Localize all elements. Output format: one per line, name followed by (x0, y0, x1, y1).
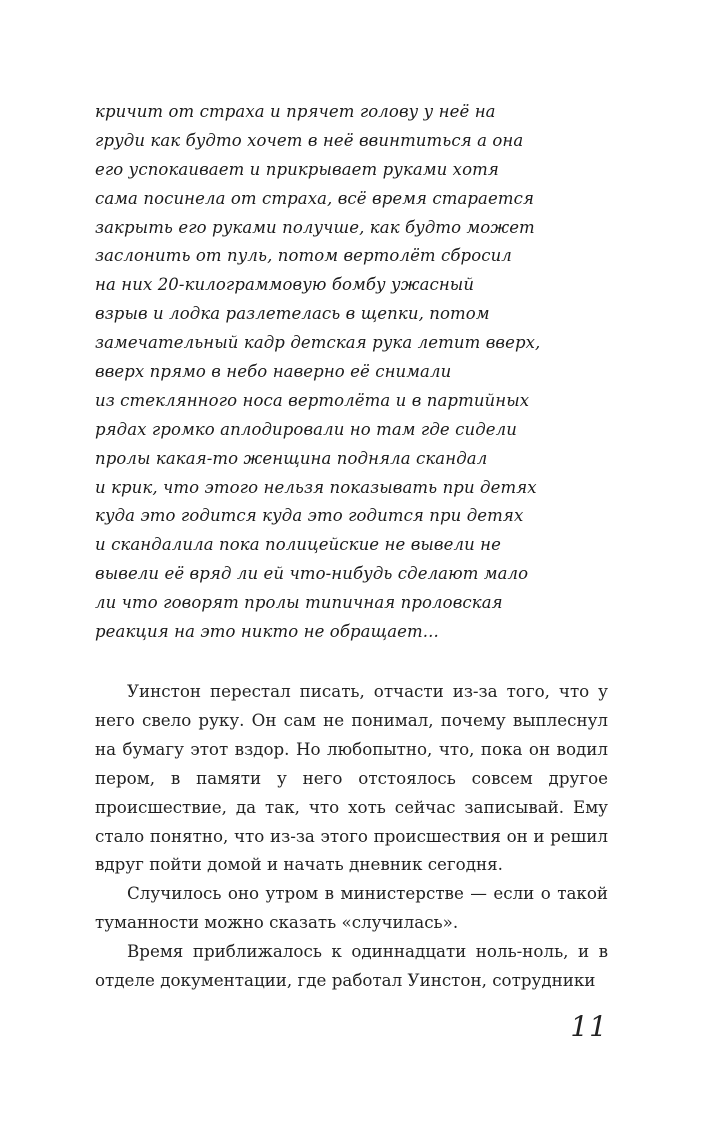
diary-line: реакция на это никто не обращает... (95, 622, 439, 642)
body-text (95, 677, 608, 995)
diary-line: сама посинела от страха, всё время старается (95, 188, 534, 208)
paragraph: Уинстон перестал писать, отчасти из-за того, что у него свело руку. Он сам не понимал, почему выплеснул на бумагу этот вздор. Но любопытно, что, пока он водил пером, в памяти у него отстоялось совсем другое происшествие, да так, что хоть сейчас записывай. Ему стало понятно, что из-за этого происшествия он и решил вдруг пойти домой и начать дневник сегодня. (95, 681, 608, 875)
diary-line: из стеклянного носа вертолёта и в партийных (95, 390, 530, 410)
paragraph: Время приближалось к одиннадцати ноль-ноль, и в отделе документации, где работал Уинстон, сотрудники (95, 941, 608, 991)
diary-line: вверх прямо в небо наверно её снимали (95, 362, 452, 382)
diary-line: и скандалила пока полицейские не вывели не (95, 535, 502, 555)
diary-line: закрыть его руками получше, как будто может (95, 217, 535, 237)
diary-line: груди как будто хочет в неё ввинтиться а она (95, 130, 524, 150)
diary-excerpt (95, 98, 635, 647)
diary-line: взрыв и лодка разлетелась в щепки, потом (95, 304, 490, 324)
diary-line: заслонить от пуль, потом вертолёт сбросил (95, 246, 512, 266)
page-number: 11 (570, 1010, 608, 1043)
diary-line: ли что говорят пролы типичная проловская (95, 593, 503, 613)
diary-line: кричит от страха и прячет голову у неё на (95, 102, 496, 121)
diary-line: куда это годится куда это годится при детях (95, 506, 524, 526)
paragraph: Случилось оно утром в министерстве — если о такой туманности можно сказать «случилась». (95, 883, 608, 933)
diary-line: пролы какая-то женщина подняла скандал (95, 448, 488, 468)
diary-line: вывели её вряд ли ей что-нибудь сделают мало (95, 564, 529, 584)
diary-line: рядах громко аплодировали но там где сидели (95, 419, 517, 439)
diary-line: его успокаивает и прикрывает руками хотя (95, 159, 499, 179)
diary-line: на них 20-килограммовую бомбу ужасный (95, 275, 475, 295)
diary-line: и крик, что этого нельзя показывать при детях (95, 477, 537, 497)
diary-line: замечательный кадр детская рука летит вверх, (95, 333, 541, 353)
